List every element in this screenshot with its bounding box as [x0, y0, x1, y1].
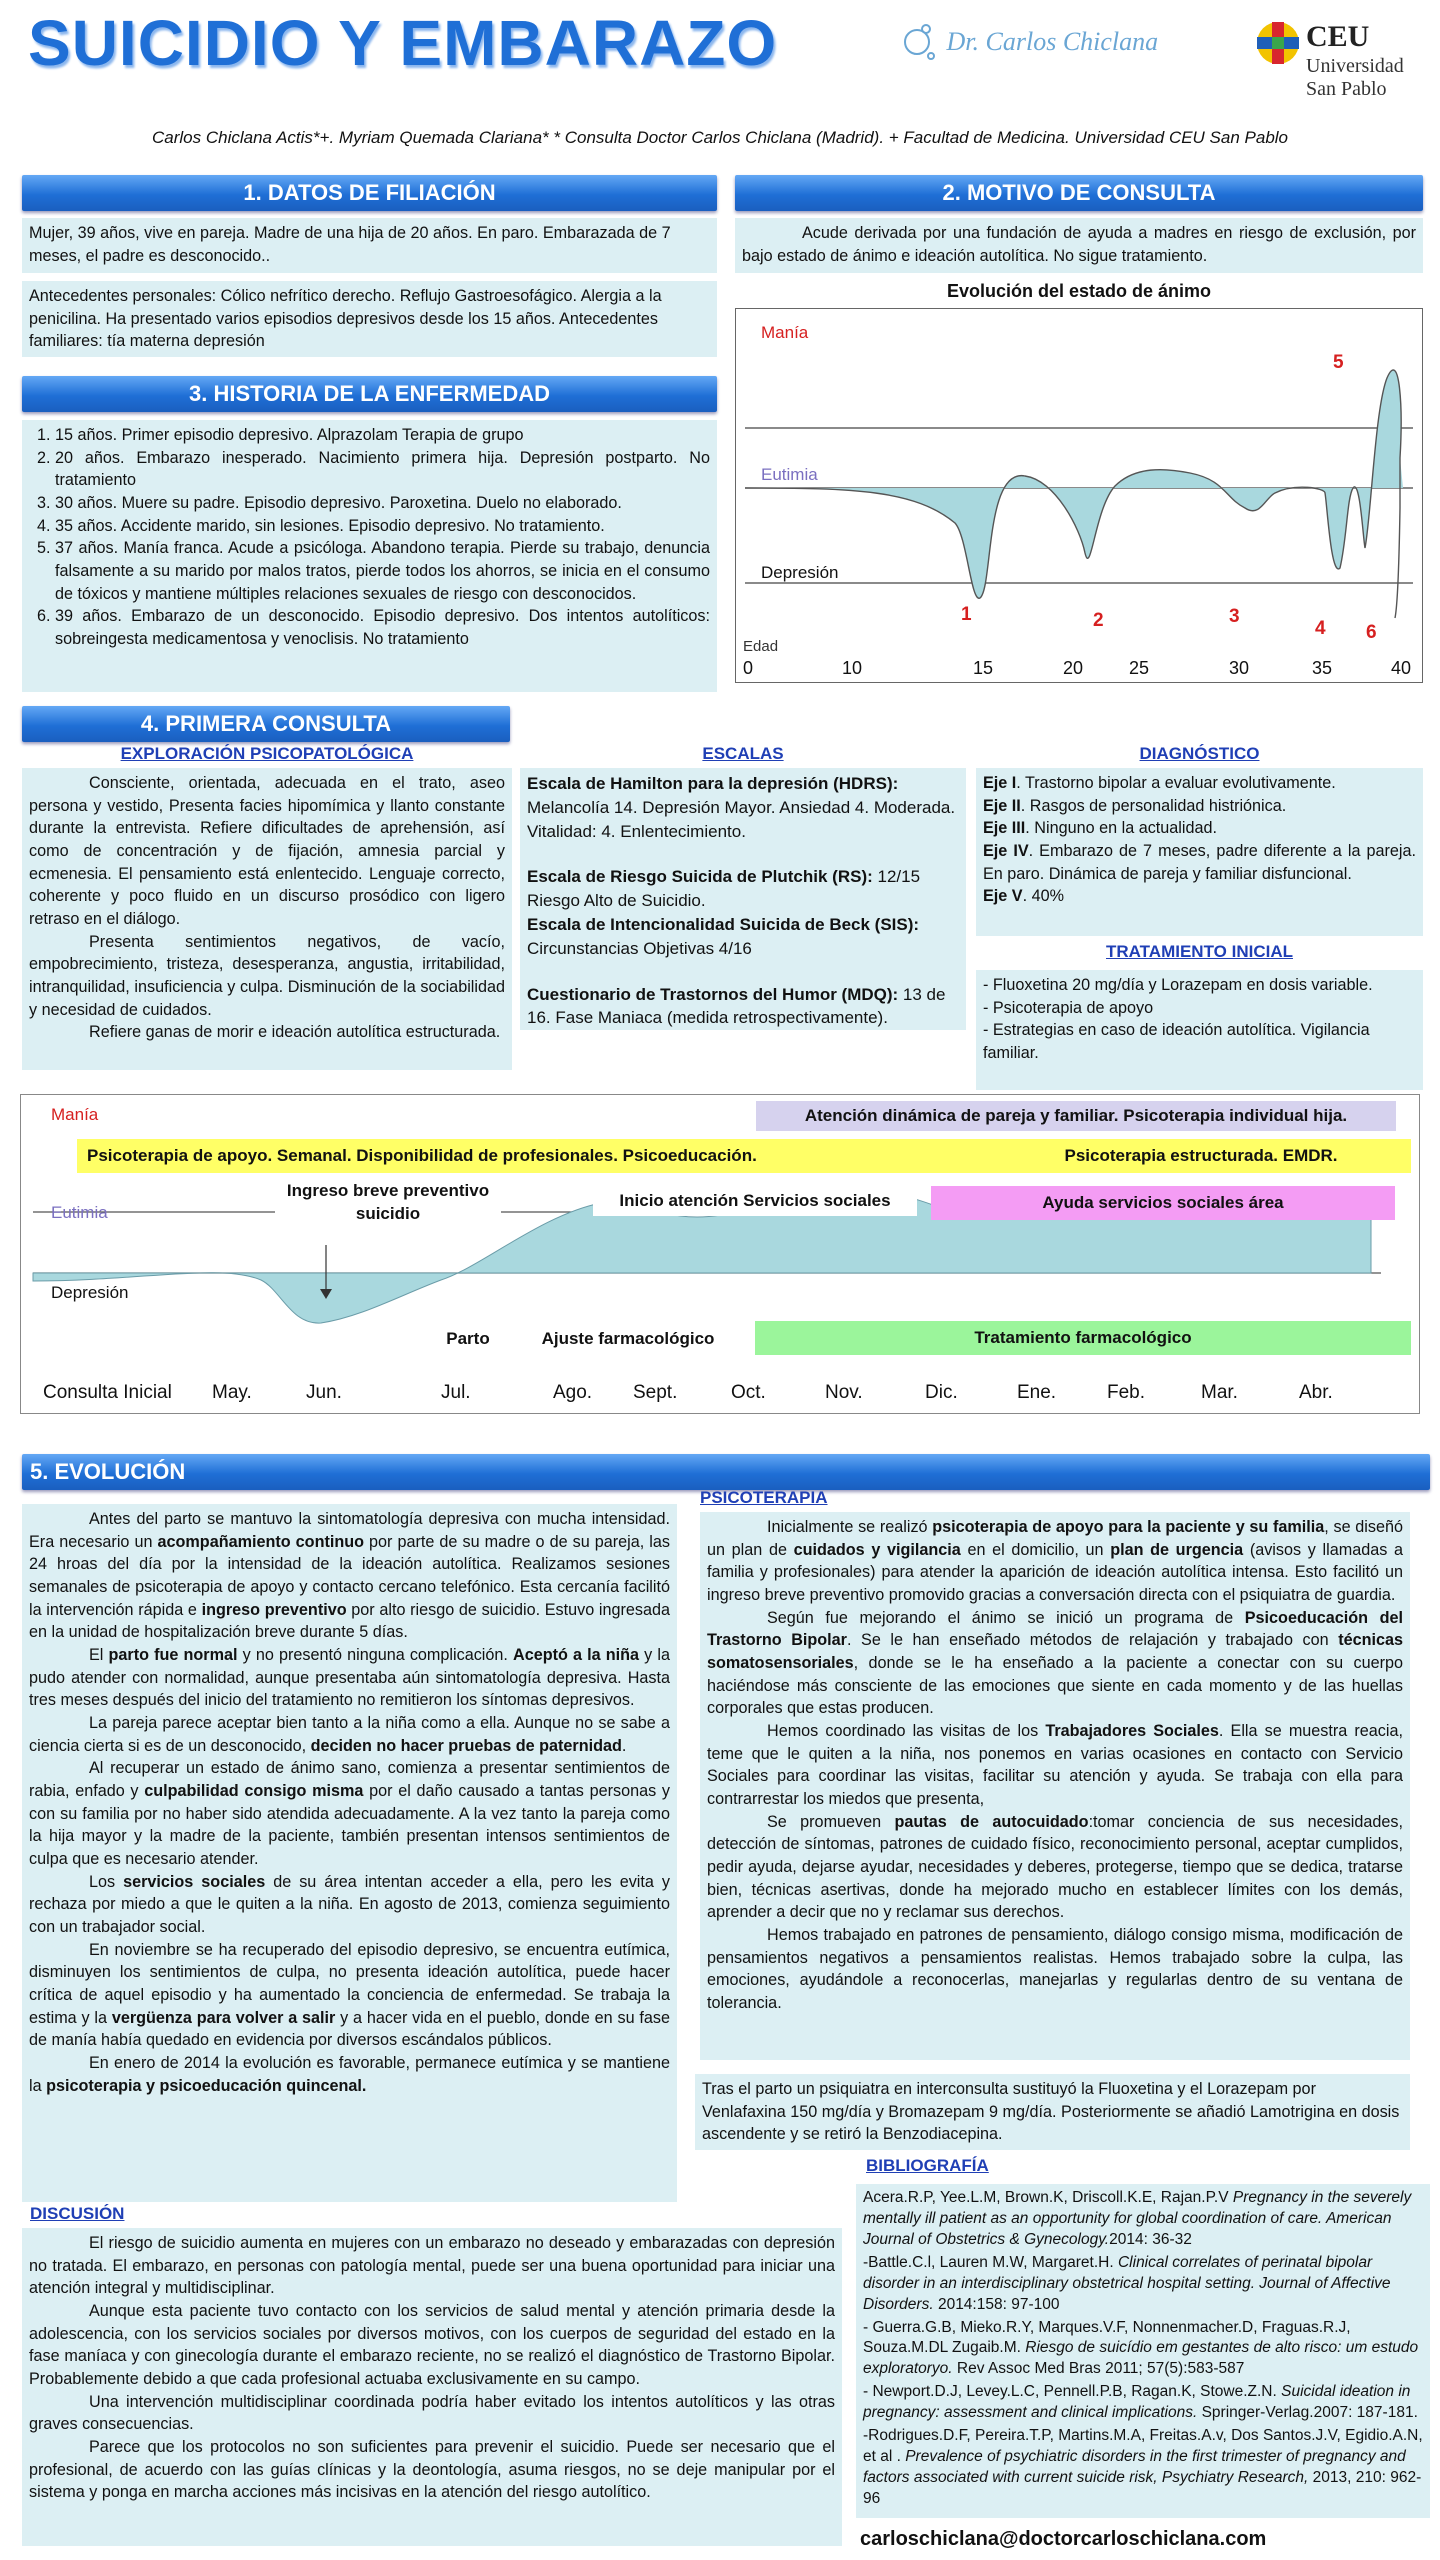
reference-text: 2014: 36-32: [1109, 2230, 1192, 2248]
exploracion-p1: Consciente, orientada, adecuada en el trato, aseo persona y vestido, Presenta facies hipomímica y llanto constante durante la entrevista. Refiere dificultades de aprehensión, así como de concentración y de fijación, amnesia parcial y ecmenesia. El pensamiento está enlentecido. Lenguaje correcto, coherente y poco fluido en un discurso prosódico con ligero retraso en el diálogo.: [29, 774, 505, 929]
evolucion-paragraph-text: por el daño causado a tantas personas y con su familia por no haber sido atendida adecuadamente. A la vez tanto la pareja como la hija mayor y la madre de la paciente, también presentan intensos sentimientos de culpa que es necesario atender.: [29, 1782, 670, 1869]
bibliografia-box: [856, 2184, 1430, 2518]
chiclana-logo: [900, 22, 1158, 66]
poster-title: SUICIDIO Y EMBARAZO: [28, 7, 778, 79]
psicoterapia-heading: PSICOTERAPIA: [700, 1488, 828, 1507]
mood-edad-label: Edad: [743, 638, 779, 655]
section2-p1: Acude derivada por una fundación de ayuda a madres en riesgo de exclusión, por bajo estado de ánimo e ideación autolítica. No sigue tratamiento.: [742, 224, 1416, 265]
diag-eje-label: Eje II: [983, 796, 1021, 815]
ceu-logo: [1306, 20, 1404, 101]
evolucion-paragraph-text: por parte de su madre o de su pareja, las 24 hroas del día por la intensidad de la ideación autolítica. Realizamos sesiones semanales de psicoterapia de apoyo y contacto cercano telefónico. Esta cercanía facilitó la intervención rápida e: [29, 1532, 670, 1619]
episode-label: 2: [1093, 610, 1104, 631]
reference-item: [863, 2188, 1423, 2251]
escala-mdq-text: 13 de 16. Fase Maniaca (medida retrospectivamente).: [527, 984, 946, 1028]
exploracion-p3: Refiere ganas de morir e ideación autolítica estructurada.: [89, 1023, 501, 1042]
psicoterapia-box: [700, 1512, 1410, 2060]
history-item: 3. 30 años. Muere su padre. Episodio depresivo. Paroxetina. Duelo no elaborado.: [55, 492, 710, 515]
diag-eje-text: . Rasgos de personalidad histriónica.: [1020, 796, 1287, 815]
timeline-month: Consulta Inicial: [43, 1382, 172, 1403]
box-psicoterapia-estructurada: Psicoterapia estructurada. EMDR.: [1064, 1146, 1338, 1165]
escalas-heading: ESCALAS: [702, 744, 784, 763]
diag-eje-text: . Trastorno bipolar a evaluar evolutivamente.: [1016, 774, 1336, 792]
timeline-month: Feb.: [1107, 1382, 1146, 1403]
diag-eje-text: . 40%: [1022, 887, 1064, 906]
evolucion-paragraph-bold: deciden no hacer pruebas de paternidad: [310, 1736, 622, 1755]
escalas-box: [520, 768, 966, 1030]
ceu-cross-icon: [1255, 20, 1301, 66]
mood-chart: [735, 308, 1423, 683]
psicoterapia-paragraph-text: en el domicilio, un: [960, 1540, 1111, 1559]
chiclana-logo-icon: [900, 22, 940, 66]
reference-text: Rev Assoc Med Bras 2011; 57(5):583-587: [952, 2360, 1245, 2378]
ceu-name: CEU: [1306, 20, 1370, 53]
discusion-p: El riesgo de suicidio aumenta en mujeres con un embarazo no deseado y embarazadas con depresión no tratada. El embarazo, en personas con patología mental, puede ser una buena oportunidad para iniciar una atención integral y multidisciplinar.: [29, 2234, 835, 2298]
trat-item: - Estrategias en caso de ideación autolítica. Vigilancia familiar.: [983, 1021, 1370, 1063]
psicoterapia-paragraph-text: Según fue mejorando el ánimo se inició un programa de: [767, 1608, 1245, 1627]
timeline-month: Ago.: [553, 1382, 593, 1403]
evolucion-paragraph: [29, 2052, 670, 2097]
reference-text: 2014:158: 97-100: [933, 2295, 1060, 2313]
evolucion-paragraph-text: y la pudo atender con normalidad, aunque presentaba aún sintomatología depresiva. Hasta tres meses después del inicio del tratamiento no remitieron los síntomas depresivos.: [29, 1646, 670, 1710]
evolucion-paragraph-text: El: [89, 1646, 109, 1665]
episode-label: 3: [1229, 606, 1240, 627]
psicoterapia-paragraph-bold: Trabajadores Sociales: [1045, 1722, 1219, 1741]
reference-title: Suicidal ideation in pregnancy: assessment and clinical implications.: [863, 2383, 1411, 2422]
diagnostico-box: [976, 768, 1423, 936]
history-item: 2. 20 años. Embarazo inesperado. Nacimiento primera hija. Depresión postparto. No tratamiento: [55, 447, 710, 492]
timeline-eutimia-label: Eutimia: [51, 1203, 108, 1222]
reference-text: -Rodrigues.D.F, Pereira.T.P, Martins.M.A, Freitas.A.v, Dos Santos.J.V, Egidio.A.N, et al .: [863, 2427, 1423, 2466]
chiclana-logo-text: Dr. Carlos Chiclana: [946, 26, 1159, 56]
mood-tick: 20: [1063, 658, 1084, 678]
box-ajuste: Ajuste farmacológico: [515, 1323, 741, 1355]
mood-mania-label: Manía: [761, 323, 809, 342]
psicoterapia-paragraph-bold: Psicoeducación del Trastorno Bipolar: [707, 1608, 1403, 1650]
timeline-month: Dic.: [925, 1382, 958, 1403]
reference-title: Riesgo de suicídio em gestantes de alto risco: um estudo exploratoryo.: [863, 2339, 1419, 2378]
evolucion-paragraph-bold: vergüenza para volver a salir: [111, 2008, 336, 2027]
timeline-month: May.: [212, 1382, 252, 1403]
evolucion-paragraph-text: .: [621, 1736, 627, 1755]
timeline-depresion-label: Depresión: [51, 1283, 129, 1302]
psicoterapia-paragraph-text: (avisos y llamadas a familia y profesionales) para atender la aparición de ideación autolítica intensa. Esto facilitó un ingreso breve preventivo promovido gracias a conversación directa con el psiquiatra de guardia.: [707, 1540, 1403, 1605]
diag-eje-label: Eje I: [983, 774, 1017, 792]
evolucion-paragraph-text: y no presentó ninguna complicación.: [237, 1646, 514, 1665]
treatment-timeline: [20, 1094, 1420, 1414]
escala-mdq-label: Cuestionario de Trastornos del Humor (MDQ):: [527, 984, 899, 1004]
escala-hdrs-text: Melancolía 14. Depresión Mayor. Ansiedad 4. Moderada. Vitalidad: 4. Enlentecimiento.: [527, 797, 956, 841]
section2-box: [735, 218, 1423, 273]
evolucion-paragraph: [29, 1757, 670, 1870]
diagnostico-heading: DIAGNÓSTICO: [1139, 744, 1260, 763]
reference-title: Prevalence of psychiatric disorders in the first trimester of pregnancy and factors associated with current suicide risk, Psychiatry Research,: [863, 2448, 1406, 2486]
discusion-p: Aunque esta paciente tuvo contacto con los servicios de salud mental y atención primaria desde la adolescencia, con los servicios sociales por diversos motivos, con los cuerpos de seguridad del estado en la fase maníaca y con ginecología durante el embarazo reciente, no se realizó el diagnóstico de Trastorno Bipolar. Probablemente debido a que cada profesional actuaba exclusivamente en su campo.: [29, 2302, 835, 2389]
evolucion-paragraph-bold: psicoterapia y psicoeducación quincenal.: [46, 2076, 367, 2095]
farmacologia-text: Tras el parto un psiquiatra en interconsulta sustituyó la Fluoxetina y el Lorazepam por Venlafaxina 150 mg/día y Bromazepam 9 mg/día. Posteriormente se añadió Lamotrigina en dosis ascendente y se retiró la Benzodiacepina.: [702, 2080, 1400, 2144]
escala-sis-text: Circunstancias Objetivas 4/16: [527, 938, 752, 958]
box-servicios-sociales: Inicio atención Servicios sociales: [593, 1186, 917, 1216]
timeline-month: Sept.: [633, 1382, 678, 1403]
bibliografia-heading: BIBLIOGRAFÍA: [866, 2156, 989, 2175]
box-ayuda-servicios: Ayuda servicios sociales área: [931, 1186, 1395, 1220]
reference-text: Springer-Verlag.2007: 187-181.: [1197, 2404, 1418, 2422]
psicoterapia-paragraph-text: Inicialmente se realizó: [767, 1518, 933, 1536]
evolucion-paragraph: [29, 1644, 670, 1712]
box-parto: Parto: [431, 1323, 505, 1355]
evolucion-left-box: [22, 1504, 677, 2202]
mood-tick: 25: [1129, 658, 1150, 678]
history-item: 6. 39 años. Embarazo de un desconocido. Episodio depresivo. Dos intentos autolíticos: sobreingesta medicamentosa y venoclisis. No tratamiento: [55, 605, 710, 650]
trat-item: - Psicoterapia de apoyo: [983, 998, 1154, 1017]
reference-item: [863, 2426, 1423, 2510]
psicoterapia-paragraph: [707, 1720, 1403, 1811]
reference-item: [863, 2382, 1423, 2424]
diag-eje: [983, 817, 1416, 840]
psicoterapia-paragraph: [707, 1607, 1403, 1720]
evolucion-paragraph-bold: ingreso preventivo: [201, 1600, 347, 1619]
escala-rs-text: 12/15 Riesgo Alto de Suicidio.: [527, 867, 921, 911]
diag-eje: [983, 795, 1416, 818]
psicoterapia-paragraph-text: . Ella se muestra reacia, teme que le quiten a la niña, nos ponemos en varias ocasiones en contacto con Servicio Sociales para coordinar las visitas, facilitar su atención y ayuda. Se trabaja con ella para contrarrestar los miedos que presenta,: [707, 1722, 1403, 1809]
exploracion-heading: EXPLORACIÓN PSICOPATOLÓGICA: [120, 744, 414, 763]
mood-tick: 35: [1312, 658, 1333, 678]
evolucion-paragraph: [29, 1712, 670, 1757]
evolucion-paragraph-bold: Aceptó a la niña: [513, 1646, 640, 1665]
mood-tick: 0: [743, 658, 754, 678]
history-list: [29, 424, 710, 651]
timeline-month: Jul.: [441, 1382, 471, 1403]
evolucion-paragraph-bold: acompañamiento continuo: [157, 1532, 365, 1551]
authors-line: Carlos Chiclana Actis*+. Myriam Quemada Clariana* * Consulta Doctor Carlos Chiclana (Madrid). + Facultad de Medicina. Universidad CEU San Pablo: [151, 128, 1289, 147]
exploracion-box: [22, 768, 512, 1070]
history-item: 5. 37 años. Manía franca. Acude a psicóloga. Abandono terapia. Pierde su trabajo, denuncia falsamente a su marido por malos tratos, pierde todos los ahorros, se inicia en el consumo de tóxicos y mantiene múltiples relaciones sexuales de riesgo con desconocidos.: [55, 537, 710, 605]
mood-tick: 30: [1229, 658, 1250, 678]
psicoterapia-paragraph: [707, 1924, 1403, 2015]
psicoterapia-paragraph-text: , donde se le ha enseñado a la paciente a conectar con su cuerpo haciéndose más consciente de las emociones que siente en cada momento y de las huellas corporales que estas producen.: [707, 1654, 1403, 1718]
timeline-mania-label: Manía: [51, 1105, 99, 1124]
discusion-box: [22, 2228, 842, 2546]
section5-heading: 5. EVOLUCIÓN: [22, 1454, 1430, 1490]
timeline-month: Ene.: [1017, 1382, 1057, 1403]
section3-heading: 3. HISTORIA DE LA ENFERMEDAD: [22, 376, 717, 412]
diag-eje: [983, 840, 1416, 885]
psicoterapia-paragraph-bold: psicoterapia de apoyo para la paciente y su familia: [932, 1518, 1325, 1536]
evolucion-paragraph-bold: servicios sociales: [123, 1872, 266, 1891]
escala-hdrs-label: Escala de Hamilton para la depresión (HDRS):: [527, 774, 899, 793]
evolucion-paragraph-text: En noviembre se ha recuperado del episodio depresivo, se encuentra eutímica, disminuyen los sentimientos de culpa, no presenta ideación autolítica, puede hacer crítica de aquel episodio y ha aumentado la conciencia de enfermedad. Se trabaja la estima y la: [29, 1940, 670, 2027]
section1-box2: [22, 281, 717, 357]
section1-box1: [22, 218, 717, 273]
history-item: 4. 35 años. Accidente marido, sin lesiones. Episodio depresivo. No tratamiento.: [55, 515, 710, 538]
diag-eje: [983, 772, 1416, 795]
ceu-sub2: San Pablo: [1306, 77, 1387, 100]
psicoterapia-paragraph-text: Hemos trabajado en patrones de pensamiento, diálogo consigo misma, modificación de pensamientos negativos a pensamientos realistas. Hemos trabajado sobre la culpa, las emociones, ayudándole a reconocerlas, manejarlas y regularlas dentro de su ventana de tolerancia.: [707, 1926, 1403, 2013]
mood-eutimia-label: Eutimia: [761, 465, 818, 484]
psicoterapia-paragraph-text: Se promueven: [767, 1812, 895, 1831]
trat-item: - Fluoxetina 20 mg/día y Lorazepam en dosis variable.: [983, 976, 1373, 994]
mood-tick: 15: [973, 658, 994, 678]
reference-item: [863, 2253, 1423, 2316]
timeline-month: Abr.: [1299, 1382, 1333, 1403]
reference-text: 2013, 210: 962-96: [863, 2468, 1422, 2507]
evolucion-paragraph-text: de su área intentan acceder a ella, pero les evita y rechaza por miedo a que le quiten a la niña. En agosto de 2013, comienza seguimiento con un trabajador social.: [29, 1872, 670, 1937]
reference-item: [863, 2318, 1423, 2381]
evolucion-paragraph: [29, 1871, 670, 1939]
psicoterapia-paragraph-bold: cuidados y vigilancia: [793, 1540, 961, 1559]
timeline-month: Jun.: [306, 1382, 342, 1403]
evolucion-paragraph-text: Al recuperar un estado de ánimo sano, comienza a presentar sentimientos de rabia, enfado y: [29, 1759, 670, 1801]
reference-title: Pregnancy in the severely mentally ill patient as an opportunity for global coordination of care. American Journal of Obstetrics & Gynecology.: [863, 2189, 1412, 2248]
box-atencion-dinamica: Atención dinámica de pareja y familiar. Psicoterapia individual hija.: [756, 1101, 1396, 1131]
evolucion-paragraph-text: Antes del parto se mantuvo la sintomatología depresiva con mucha intensidad. Era necesario un: [29, 1510, 670, 1551]
escala-sis: [527, 913, 959, 961]
contact-email[interactable]: carloschiclana@doctorcarloschiclana.com: [860, 2528, 1267, 2550]
box-tratamiento-farm: Tratamiento farmacológico: [755, 1321, 1411, 1355]
tratamiento-heading: TRATAMIENTO INICIAL: [1106, 942, 1293, 961]
diag-eje-text: . Ninguno en la actualidad.: [1025, 819, 1217, 838]
discusion-p: Parece que los protocolos no son suficientes para prevenir el suicidio. Puede ser necesario que el profesional, de acuerdo con las guías clínicas y la deontología, asuma riesgos, no se deje manipular por el sistema y ponga en marcha acciones más incisivas en la atención del riesgo autolítico.: [29, 2438, 835, 2502]
section1-p1: Mujer, 39 años, vive en pareja. Madre de una hija de 20 años. En paro. Embarazada de 7 meses, el padre es desconocido..: [29, 224, 671, 265]
evolucion-paragraph-bold: culpabilidad consigo misma: [144, 1782, 364, 1801]
evolucion-paragraph: [29, 1508, 670, 1644]
section2-heading: 2. MOTIVO DE CONSULTA: [735, 175, 1423, 211]
exploracion-p2: Presenta sentimientos negativos, de vacío, empobrecimiento, tristeza, desesperanza, angustia, irritabilidad, intranquilidad, insuficiencia y culpa. Disminución de la sociabilidad y necesidad de cuidados.: [29, 932, 505, 1019]
timeline-month: Nov.: [825, 1382, 863, 1403]
timeline-month: Mar.: [1201, 1382, 1238, 1403]
evolucion-paragraph-text: La pareja parece aceptar bien tanto a la niña como a ella. Aunque no se sabe a ciencia cierta si es de un desconocido,: [29, 1714, 670, 1755]
box-psicoterapia-apoyo: Psicoterapia de apoyo. Semanal. Disponibilidad de profesionales. Psicoeducación.: [87, 1146, 757, 1165]
reference-text: - Newport.D.J, Levey.L.C, Pennell.P.B, Ragan.K, Stowe.Z.N.: [863, 2383, 1282, 2401]
tratamiento-box: [976, 970, 1423, 1090]
evolucion-paragraph-bold: parto fue normal: [108, 1646, 238, 1665]
reference-text: -Battle.C.l, Lauren M.W, Margaret.H.: [863, 2253, 1118, 2271]
diag-eje-text: . Embarazo de 7 meses, padre diferente a la pareja. En paro. Dinámica de pareja y familiar disfuncional.: [983, 842, 1416, 883]
psicoterapia-paragraph-text: , se diseñó un plan de: [707, 1518, 1403, 1559]
mood-depresion-label: Depresión: [761, 563, 839, 582]
psicoterapia-paragraph-bold: pautas de autocuidado: [894, 1812, 1089, 1831]
box-ingreso: Ingreso breve preventivo suicidio: [275, 1177, 501, 1227]
ceu-sub1: Universidad: [1306, 54, 1404, 77]
discusion-p: Una intervención multidisciplinar coordinada podría haber evitado los intentos autolíticos y las otras graves consecuencias.: [29, 2392, 835, 2434]
psicoterapia-paragraph-text: Hemos coordinado las visitas de los: [767, 1722, 1046, 1741]
evolucion-paragraph-text: En enero de 2014 la evolución es favorable, permanece eutímica y se mantiene la: [29, 2054, 670, 2095]
reference-text: Acera.R.P, Yee.L.M, Brown.K, Driscoll.K.E, Rajan.P.V: [863, 2189, 1233, 2206]
diag-eje-label: Eje V: [983, 887, 1023, 906]
section1-heading: 1. DATOS DE FILIACIÓN: [22, 175, 717, 211]
escala-sis-label: Escala de Intencionalidad Suicida de Beck (SIS):: [527, 914, 920, 934]
psicoterapia-paragraph-text: :tomar conciencia de sus necesidades, detección de síntomas, patrones de cuidado físico, reconocimiento personal, aceptar cumplidos, pedir ayuda, dejarse ayudar, necesidades y deberes, protegerse, tiempo que se dedica, tratarse bien, técnicas asertivas, donde ha mejorado mucho en establecer límites con los demás, aprender a decir que no y reclamar sus derechos.: [707, 1812, 1403, 1922]
psicoterapia-paragraph-text: . Se le han enseñado métodos de relajación y trabajado con: [846, 1631, 1339, 1650]
diag-eje: [983, 885, 1416, 908]
diag-eje-label: Eje III: [983, 819, 1026, 838]
diag-eje-label: Eje IV: [983, 842, 1029, 861]
escala-rs: [527, 865, 959, 913]
history-item: 1. 15 años. Primer episodio depresivo. Alprazolam Terapia de grupo: [55, 424, 710, 447]
mood-tick: 40: [1391, 658, 1412, 678]
episode-label: 5: [1333, 352, 1344, 373]
episode-label: 6: [1366, 622, 1377, 643]
mood-chart-title: Evolución del estado de ánimo: [946, 281, 1212, 301]
psicoterapia-paragraph: [707, 1811, 1403, 1924]
section1-p2: Antecedentes personales: Cólico nefrítico derecho. Reflujo Gastroesofágico. Alergia a la penicilina. Ha presentado varios episodios depresivos desde los 15 años. Antecedentes familiares: tía materna depresión: [29, 287, 662, 351]
evolucion-paragraph: [29, 1939, 670, 2052]
evolucion-paragraph-text: y a hacer vida en el pueblo, donde en su fase de manía había quedado en evidencia por diversos escándalos públicos.: [29, 2008, 670, 2050]
escala-mdq: [527, 983, 959, 1031]
timeline-month: Oct.: [731, 1382, 766, 1403]
episode-label: 1: [961, 604, 972, 625]
escala-rs-label: Escala de Riesgo Suicida de Plutchik (RS):: [527, 867, 873, 887]
evolucion-paragraph-text: Los: [89, 1872, 124, 1891]
reference-text: - Guerra.G.B, Mieko.R.Y, Marques.V.F, Nonnenmacher.D, Fraguas.R.J, Souza.M.DL Zugaib.M.: [863, 2318, 1351, 2357]
mood-tick: 10: [842, 658, 863, 678]
section4-heading: 4. PRIMERA CONSULTA: [22, 706, 510, 742]
section3-box: [22, 420, 717, 692]
reference-title: Clinical correlates of perinatal bipolar disorder in an interdisciplinary obstetrical hospital setting. Journal of Affective Disorders.: [863, 2253, 1391, 2313]
psicoterapia-paragraph-bold: técnicas somatosensoriales: [707, 1631, 1404, 1673]
farmacologia-box: [695, 2074, 1410, 2150]
evolucion-paragraph-text: por alto riesgo de suicidio. Estuvo ingresada en la unidad de hospitalización breve durante 5 días.: [29, 1600, 671, 1642]
episode-label: 4: [1315, 618, 1326, 639]
psicoterapia-paragraph-bold: plan de urgencia: [1110, 1540, 1244, 1559]
escala-hdrs: [527, 772, 959, 843]
psicoterapia-paragraph: [707, 1516, 1403, 1607]
discusion-heading: DISCUSIÓN: [30, 2204, 125, 2223]
